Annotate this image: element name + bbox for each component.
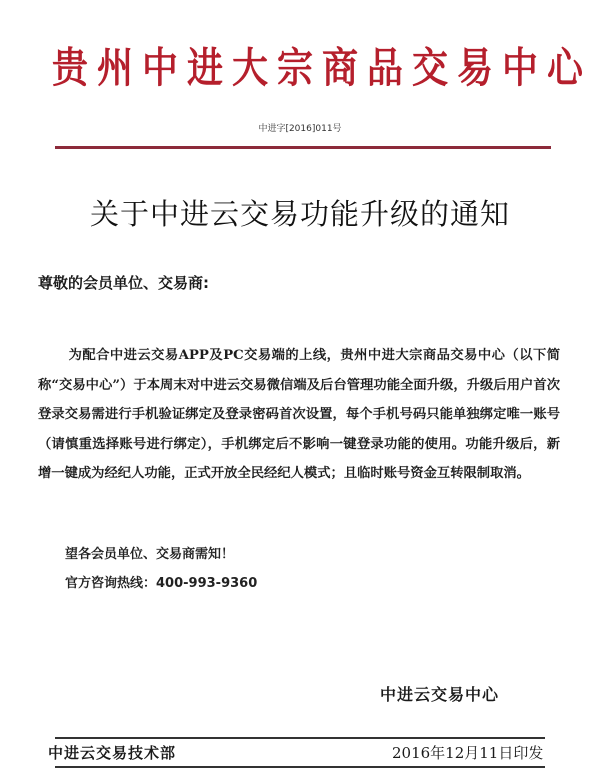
footer-divider-bottom <box>55 766 545 768</box>
footer-divider-top <box>55 737 545 739</box>
header-divider <box>55 146 551 149</box>
notice-body: 为配合中进云交易APP及PC交易端的上线，贵州中进大宗商品交易中心（以下简称“交易中心”）于本周末对中进云交易微信端及后台管理功能全面升级，升级后用户首次登录交易需进行手机验证绑定及登录密码首次设置，每个手机号码只能单独绑定唯一账号（请慎重选择账号进行绑定），手机绑定后不影响一键登录功能的使用。功能升级后，新增一键成为经纪人功能，正式开放全民经纪人模式；且临时账号资金互转限制取消。 <box>38 348 560 481</box>
closing-remark: 望各会员单位、交易商需知！ <box>65 547 235 562</box>
document-number: 中进字[2016]011号 <box>258 124 342 134</box>
signature: 中进云交易中心 <box>380 685 500 704</box>
issuing-department: 中进云交易技术部 <box>48 744 177 762</box>
closing-block <box>65 540 257 598</box>
organization-title: 贵州中进大宗商品交易中心 <box>52 45 593 93</box>
salutation: 尊敬的会员单位、交易商: <box>38 274 209 292</box>
notice-title: 关于中进云交易功能升级的通知 <box>89 197 510 231</box>
issue-date: 2016年12月11日印发 <box>392 744 544 762</box>
hotline: 官方咨询热线：400-993-9360 <box>65 576 258 591</box>
